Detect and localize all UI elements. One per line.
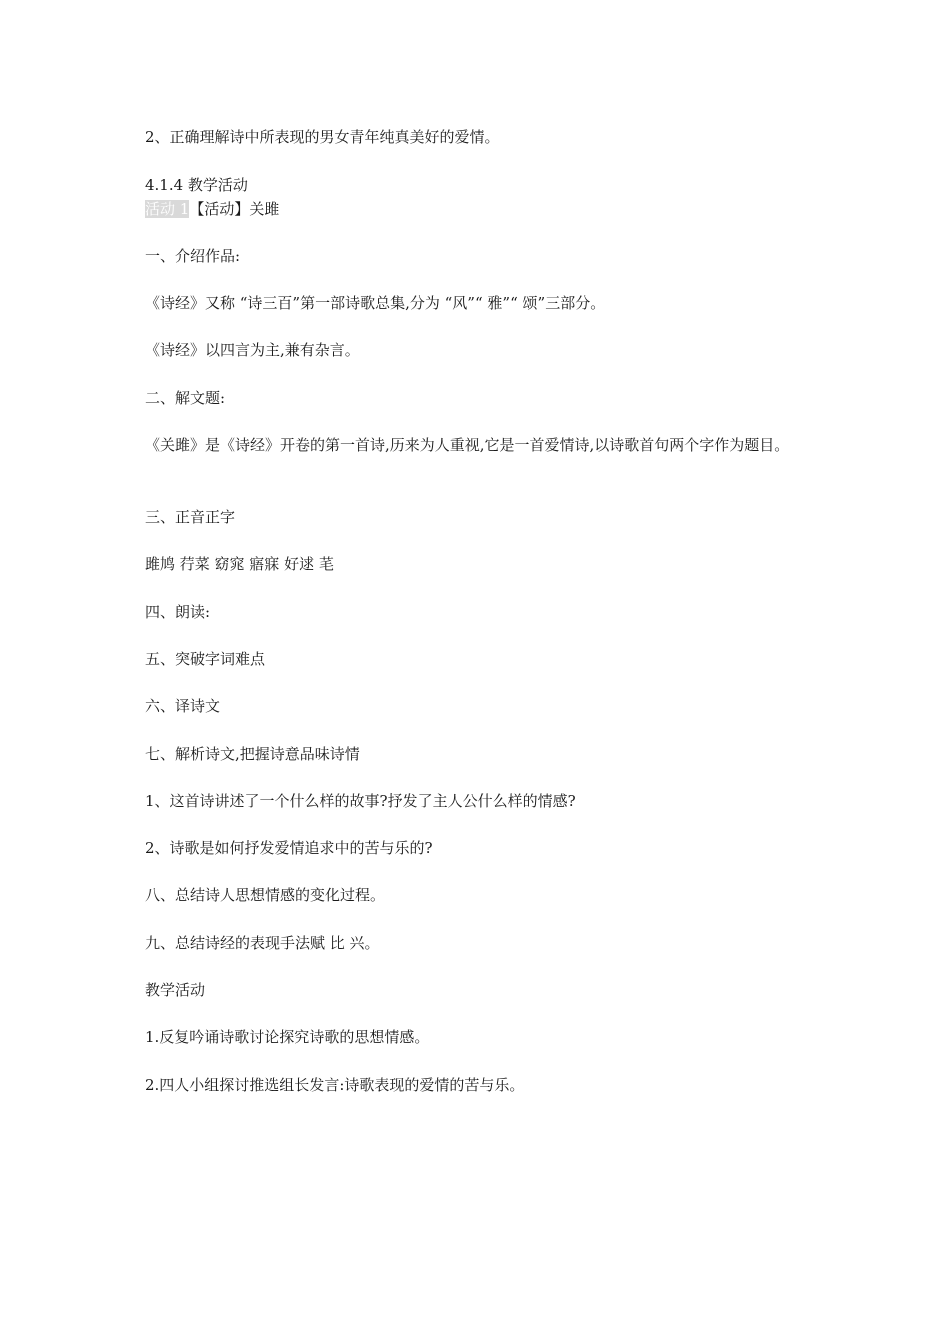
activity-title: 【活动】关雎 bbox=[189, 200, 280, 218]
paragraph: 《关雎》是《诗经》开卷的第一首诗,历来为人重视,它是一首爱情诗,以诗歌首句两个字作为题目。 bbox=[145, 436, 790, 454]
paragraph: 三、正音正字 bbox=[145, 508, 236, 526]
paragraph: 九、总结诗经的表现手法赋 比 兴。 bbox=[145, 934, 380, 952]
paragraph: 《诗经》又称 “诗三百”第一部诗歌总集,分为 “风”“ 雅”“ 颂”三部分。 bbox=[145, 294, 606, 312]
paragraph: 二、解文题: bbox=[145, 389, 226, 407]
paragraph: 一、介绍作品: bbox=[145, 247, 241, 265]
activity-tag: 活动 1 bbox=[145, 200, 190, 218]
paragraph: 1.反复吟诵诗歌讨论探究诗歌的思想情感。 bbox=[145, 1028, 430, 1046]
paragraph: 雎鸠 荇菜 窈窕 寤寐 好逑 芼 bbox=[145, 555, 334, 573]
section-heading-teaching-activity: 4.1.4 教学活动 bbox=[145, 176, 248, 194]
objective-line-2: 2、正确理解诗中所表现的男女青年纯真美好的爱情。 bbox=[145, 128, 500, 146]
paragraph: 八、总结诗人思想情感的变化过程。 bbox=[145, 886, 386, 904]
paragraph: 1、这首诗讲述了一个什么样的故事?抒发了主人公什么样的情感? bbox=[145, 792, 576, 810]
paragraph: 四、朗读: bbox=[145, 603, 211, 621]
paragraph: 七、解析诗文,把握诗意品味诗情 bbox=[145, 745, 360, 763]
activity-heading bbox=[145, 199, 279, 219]
paragraph: 2.四人小组探讨推选组长发言:诗歌表现的爱情的苦与乐。 bbox=[145, 1076, 525, 1094]
paragraph: 六、译诗文 bbox=[145, 697, 221, 715]
paragraph: 2、诗歌是如何抒发爱情追求中的苦与乐的? bbox=[145, 839, 433, 857]
paragraph: 教学活动 bbox=[145, 981, 206, 999]
paragraph: 《诗经》以四言为主,兼有杂言。 bbox=[145, 341, 360, 359]
paragraph: 五、突破字词难点 bbox=[145, 650, 266, 668]
